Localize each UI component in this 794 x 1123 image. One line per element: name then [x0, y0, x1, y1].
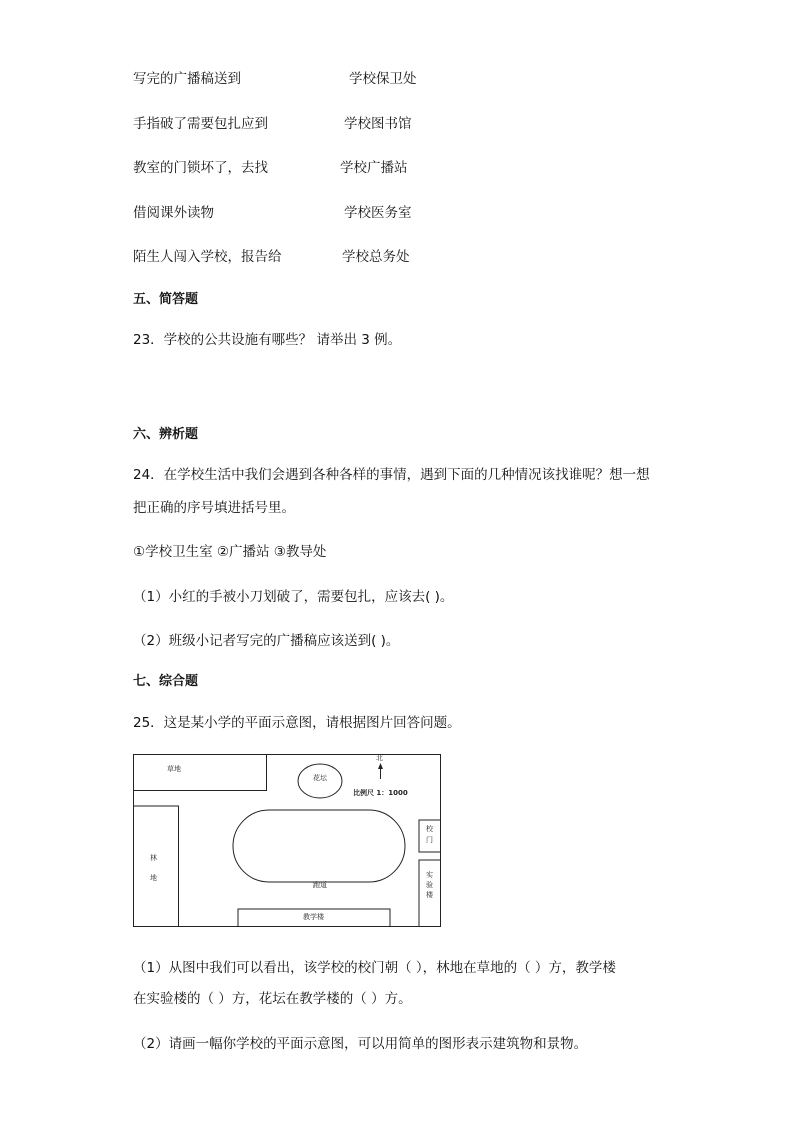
lab-label-3: 楼	[426, 891, 433, 899]
grass-label: 草地	[167, 765, 181, 773]
question-24-line2: 把正确的序号填进括号里。	[133, 500, 295, 516]
match-left-1: 写完的广播稿送到	[133, 71, 241, 87]
north-arrow-head	[378, 763, 383, 769]
question-25-sub1-line2: 在实验楼的（ ）方，花坛在教学楼的（ ）方。	[133, 991, 412, 1007]
question-24-sub2: （2）班级小记者写完的广播稿应该送到( )。	[133, 633, 400, 649]
flower-bed-label: 花坛	[313, 774, 327, 782]
match-right-3: 学校广播站	[340, 160, 408, 176]
forest-label-2: 地	[150, 874, 157, 882]
question-25: 25．这是某小学的平面示意图，请根据图片回答问题。	[133, 715, 461, 731]
track-shape	[233, 810, 405, 882]
school-plan-drawing	[133, 754, 441, 927]
teaching-building-label: 教学楼	[303, 913, 324, 921]
gate-label-1: 校	[426, 825, 433, 833]
map-border	[134, 755, 441, 927]
section-7-heading: 七、综合题	[133, 674, 199, 689]
question-25-sub2: （2）请画一幅你学校的平面示意图，可以用简单的图形表示建筑物和景物。	[133, 1036, 588, 1052]
north-label: 北	[376, 754, 383, 762]
lab-label-2: 验	[426, 881, 433, 889]
lab-label-1: 实	[426, 871, 433, 879]
forest-area	[134, 806, 179, 927]
match-left-3: 教室的门锁坏了，去找	[133, 160, 268, 176]
match-left-4: 借阅课外读物	[133, 205, 214, 221]
match-right-2: 学校图书馆	[344, 116, 412, 132]
section-6-heading: 六、辨析题	[133, 427, 199, 442]
section-5-heading: 五、简答题	[133, 292, 199, 307]
match-left-5: 陌生人闯入学校，报告给	[133, 249, 282, 265]
match-right-1: 学校保卫处	[349, 71, 417, 87]
school-plan-map	[133, 754, 441, 927]
track-label: 跑道	[313, 881, 327, 889]
forest-label-1: 林	[150, 854, 157, 862]
match-right-4: 学校医务室	[344, 205, 412, 221]
question-24-options: ①学校卫生室 ②广播站 ③教导处	[133, 544, 327, 560]
gate-label-2: 门	[426, 836, 433, 844]
question-23: 23．学校的公共设施有哪些？ 请举出 3 例。	[133, 332, 402, 348]
match-left-2: 手指破了需要包扎应到	[133, 116, 268, 132]
match-right-5: 学校总务处	[342, 249, 410, 265]
scale-label: 比例尺 1：1000	[353, 789, 408, 797]
question-25-sub1-line1: （1）从图中我们可以看出，该学校的校门朝（ ），林地在草地的（ ）方，教学楼	[133, 960, 616, 976]
question-24-line1: 24．在学校生活中我们会遇到各种各样的事情，遇到下面的几种情况该找谁呢？想一想	[133, 467, 650, 483]
question-24-sub1: （1）小红的手被小刀划破了，需要包扎，应该去( )。	[133, 589, 454, 605]
grass-area	[134, 755, 267, 791]
